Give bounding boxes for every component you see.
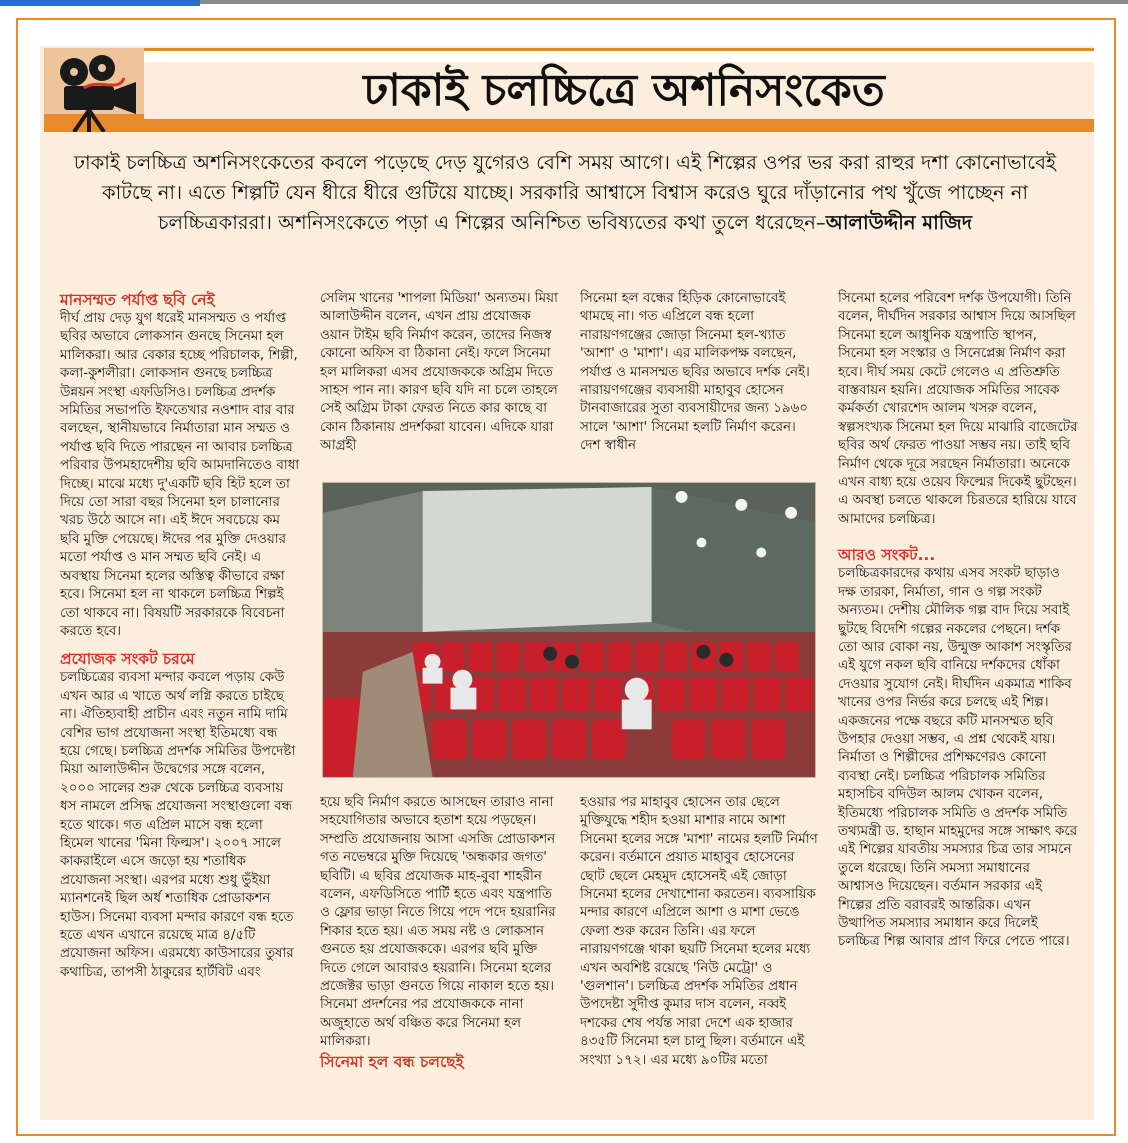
paragraph: চলচ্চিত্রের ব্যবসা মন্দার কবলে পড়ায় কেউ এখন আর এ খাতে অর্থ লগ্নি করতে চাইছে না। ঐতিহ্যবাহী প্রাচীন এবং নতুন নামি দামি বেশির ভাগ প্রযোজনা সংস্থা ইতিমধ্যে বন্ধ হয়ে গেছে। চলচ্চিত্র প্রদর্শক সমিতির উপদেষ্টা মিয়া আলাউদ্দীন উদ্বেগের সঙ্গে বলেন, ২০০০ সালের শুরু থেকে চলচ্চিত্র ব্যবসায় ধস নামলে প্রসিদ্ধ প্রযোজনা সংস্থাগুলো বন্ধ হতে থাকে। গত এপ্রিল মাসে বন্ধ হলো হিমেল খানের 'মিনা ফিল্মস'। ২০০৭ সালে কাকরাইলে এসে জড়ো হয় শতাধিক প্রযোজনা সংস্থা। এরপর মধ্যে শুধু ভুঁইয়া ম্যানশনেই ছিল অর্ধ শতাধিক প্রোডাকশন হাউস। সিনেমা ব্যবসা মন্দার কারণে বন্ধ হতে হতে এখন এখানে রয়েছে মাত্র ৪/৫টি প্রযোজনা অফিস। এরমধ্যে কাউসারের তুষার কথাচিত্র, তাপসী ঠাকুরের হার্টবিট এবং [60, 670, 296, 980]
paragraph: হওয়ার পর মাহাবুব হোসেন তার ছেলে মুক্তিযুদ্ধে শহীদ হওয়া মাশার নামে আশা সিনেমা হলের সঙ্গে 'মাশা' নামের হলটি নির্মাণ করেন। বর্তমানে প্রয়াত মাহাবুব হোসেনের ছোট ছেলে মেহমুদ হোসেনই এই জোড়া সিনেমা হলের দেখাশোনা করতেন। ব্যবসায়িক মন্দার কারণে এপ্রিলে আশা ও মাশা ভেঙে ফেলা শুরু করেন তিনি। এর ফলে নারায়ণগঞ্জে থাকা ছয়টি সিনেমা হলের মধ্যে এখন অবশিষ্ট রয়েছে 'নিউ মেট্রো' ও 'গুলশান'। চলচ্চিত্র প্রদর্শক সমিতির প্রধান উপদেষ্টা সুদীপ্ত কুমার দাস বলেন, নব্বই দশকের শেষ পর্যন্ত সারা দেশে এক হাজার ৪৩৫টি সিনেমা হল চালু ছিল। বর্তমানে এই সংখ্যা ১৭২। এর মধ্যে ৯০টির মতো [580, 795, 818, 1068]
column-3-top [580, 290, 820, 456]
subheading-cinema-closing: সিনেমা হল বন্ধ চলছেই [320, 1052, 464, 1071]
paragraph: সিনেমা হল বন্ধের হিড়িক কোনোভাবেই থামছে না। গত এপ্রিলে বন্ধ হলো নারায়ণগঞ্জের জোড়া সিনেমা হল-খ্যাত 'আশা' ও 'মাশা'। এর মালিকপক্ষ বলছেন, পর্যাপ্ত ও মানসম্মত ছবির অভাবে দর্শক নেই। নারায়ণগঞ্জের ব্যবসায়ী মাহাবুব হোসেন টানবাজারের সুতা ব্যবসায়ীদের জন্য ১৯৬০ সালে 'আশা' সিনেমা হলটি নির্মাণ করেন। দেশ স্বাধীন [580, 291, 810, 454]
headline: ঢাকাই চলচ্চিত্রে অশনিসংকেত [184, 62, 1064, 119]
subheading-quality-films: মানসম্মত পর্যাপ্ত ছবি নেই [60, 291, 215, 309]
paragraph: সেলিম খানের 'শাপলা মিডিয়া' অন্যতম। মিয়া আলাউদ্দীন বলেন, এখন প্রায় প্রযোজক ওয়ান টাইম ছবি নির্মাণ করেন, তাদের নিজস্ব কোনো অফিস বা ঠিকানা নেই। ফলে সিনেমা হল মালিকরা এসব প্রযোজককে অগ্রিম দিতে সাহস পান না। কারণ ছবি যদি না চলে তাহলে সেই অগ্রিম টাকা ফেরত নিতে কার কাছে বা কোন ঠিকানায় প্রদর্শকরা যাবেন। এদিকে যারা আগ্রহী [320, 291, 558, 454]
intro-paragraph [60, 148, 1070, 238]
paragraph: চলচ্চিত্রকারদের কথায় এসব সংকট ছাড়াও দক্ষ তারকা, নির্মাতা, গান ও গল্প সংকট অন্যতম। দেশীয় মৌলিক গল্প বাদ দিয়ে সবাই ছুটছে বিদেশি গল্পের নকলের পেছনে। দর্শক তো আর বোকা নয়, উন্মুক্ত আকাশ সংস্কৃতির এই যুগে নকল ছবি বানিয়ে দর্শকদের ধোঁকা দেওয়ার সুযোগ নেই। দীর্ঘদিন একমাত্র শাকিব খানের ওপর নির্ভর করে চলছে এই শিল্প। একজনের পক্ষে বছরে কটি মানসম্মত ছবি উপহার দেওয়া সম্ভব, এ প্রশ্ন থেকেই যায়। নির্মাতা ও শিল্পীদের প্রশিক্ষণেরও কোনো ব্যবস্থা নেই। চলচ্চিত্র পরিচালক সমিতির মহাসচিব বদিউল আলম খোকন বলেন, ইতিমধ্যে পরিচালক সমিতি ও প্রদর্শক সমিতি তথ্যমন্ত্রী ড. হাছান মাহমুদের সঙ্গে সাক্ষাৎ করে এই শিল্পের যাবতীয় সমস্যার চিত্র তার সামনে তুলে ধরেছে। তিনি সমস্যা সমাধানের আশ্বাসও দিয়েছেন। বর্তমান সরকার এই শিল্পের প্রতি বরাবরই আন্তরিক। এখন উত্থাপিত সমস্যার সমাধান করে দিলেই চলচ্চিত্র শিল্প আবার প্রাণ ফিরে পেতে পারে। [838, 566, 1078, 950]
column-2-top [320, 290, 560, 456]
column-3-bottom [580, 794, 820, 1070]
paragraph: হয়ে ছবি নির্মাণ করতে আসছেন তারাও নানা সহযোগিতার অভাবে হতাশ হয়ে পড়ছেন। সম্প্রতি প্রযোজনায় আসা এসজি প্রোডাকশন গত নভেম্বরে মুক্তি দিয়েছে 'অন্ধকার জগত' ছবিটি। এ ছবির প্রযোজক মাহ-বুবা শাহরীন বলেন, এফডিসিতে পার্টি হতে এবং যন্ত্রপাতি ও ফ্লোর ভাড়া নিতে গিয়ে পদে পদে হয়রানির শিকার হতে হয়। এত সময় নষ্ট ও লোকসান গুনতে হয় প্রযোজককে। এরপর ছবি মুক্তি দিতে গেলে আবারও হয়রানি। সিনেমা হলের প্রজেক্টর ভাড়া গুনতে গিয়ে নাকাল হতে হয়। সিনেমা প্রদর্শনের পর প্রযোজককে নানা অজুহাতে অর্থ বঞ্চিত করে সিনেমা হল মালিকরা। [320, 795, 556, 1050]
subheading-producer-crisis: প্রযোজক সংকট চরমে [60, 650, 195, 669]
paragraph: সিনেমা হলের পরিবেশ দর্শক উপযোগী। তিনি বলেন, দীর্ঘদিন সরকার আশ্বাস দিয়ে আসছিল সিনেমা হলে আধুনিক যন্ত্রপাতি স্থাপন, সিনেমা হল সংস্কার ও সিনেপ্লেক্স নির্মাণ করা হবে। দীর্ঘ সময় কেটে গেলেও এ প্রতিশ্রুতি বাস্তবায়ন হয়নি। প্রযোজক সমিতির সাবেক কর্মকর্তা খোরশেদ আলম খসরু বলেন, স্বল্পসংখ্যক সিনেমা হল দিয়ে মাঝারি বাজেটের ছবির অর্থ ফেরত পাওয়া সম্ভব নয়। তাই ছবি নির্মাণ থেকে দূরে সরছেন নির্মাতারা। অনেকে এখন বাধ্য হয়ে ওয়েব ফিল্মের দিকেই ছুটছেন। এ অবস্থা চলতে থাকলে চিরতরে হারিয়ে যাবে আমাদের চলচ্চিত্র। [838, 291, 1078, 527]
subheading-more-crisis: আরও সংকট... [838, 546, 936, 565]
headline-bar-bottom [138, 119, 1094, 132]
top-rule [200, 0, 1128, 4]
column-2-bottom [320, 794, 560, 1072]
headline-bar [44, 48, 1094, 132]
film-camera-icon [44, 48, 144, 132]
paragraph: দীর্ঘ প্রায় দেড় যুগ ধরেই মানসম্মত ও পর্যাপ্ত ছবির অভাবে লোকসান গুনছে সিনেমা হল মালিকরা। আর বেকার হচ্ছে পরিচালক, শিল্পী, কলা-কুশলীরা। লোকসান গুনছে চলচ্চিত্র উন্নয়ন সংস্থা এফডিসিও। চলচ্চিত্র প্রদর্শক সমিতির সভাপতি ইফতেখার নওশাদ বার বার বলছেন, স্থানীয়ভাবে নির্মাতারা মান সম্মত ও পর্যাপ্ত ছবি দিতে পারছেন না আবার চলচ্চিত্র পরিবার উপমহাদেশীয় ছবি আমদানিতেও বাধা দিচ্ছে। মাঝে মধ্যে দু'একটি ছবি হিট হলে তা দিয়ে তো সারা বছর সিনেমা হল চালানোর খরচ উঠে আসে না। এই ঈদে সবচেয়ে কম ছবি মুক্তি পেয়েছে। ঈদের পর মুক্তি দেওয়ার মতো পর্যাপ্ত ও মান সম্মত ছবি নেই। এ অবস্থায় সিনেমা হলের অস্তিত্ব কীভাবে রক্ষা হবে। সিনেমা হল না থাকলে চলচ্চিত্র শিল্পই তো থাকবে না। বিষয়টি সরকারকে বিবেচনা করতে হবে। [60, 311, 300, 639]
headline-bar-top [138, 48, 1094, 62]
intro-text: ঢাকাই চলচ্চিত্র অশনিসংকেতের কবলে পড়েছে দেড় যুগেরও বেশি সময় আগে। এই শিল্পের ওপর ভর করা রাহুর দশা কোনোভাবেই কাটছে না। এতে শিল্পটি যেন ধীরে ধীরে গুটিয়ে যাচ্ছে। সরকারি আশ্বাসে বিশ্বাস করেও ঘুরে দাঁড়ানোর পথ খুঁজে পাচ্ছেন না চলচ্চিত্রকাররা। অশনিসংকেতে পড়া এ শিল্পের অনিশ্চিত ভবিষ্যতের কথা তুলে ধরেছেন– [73, 151, 1057, 234]
cinema-hall-photo [322, 482, 816, 778]
author-name: আলাউদ্দীন মাজিদ [825, 211, 972, 234]
column-1 [60, 290, 300, 982]
column-4 [838, 290, 1078, 952]
top-accent-bar [0, 0, 200, 6]
